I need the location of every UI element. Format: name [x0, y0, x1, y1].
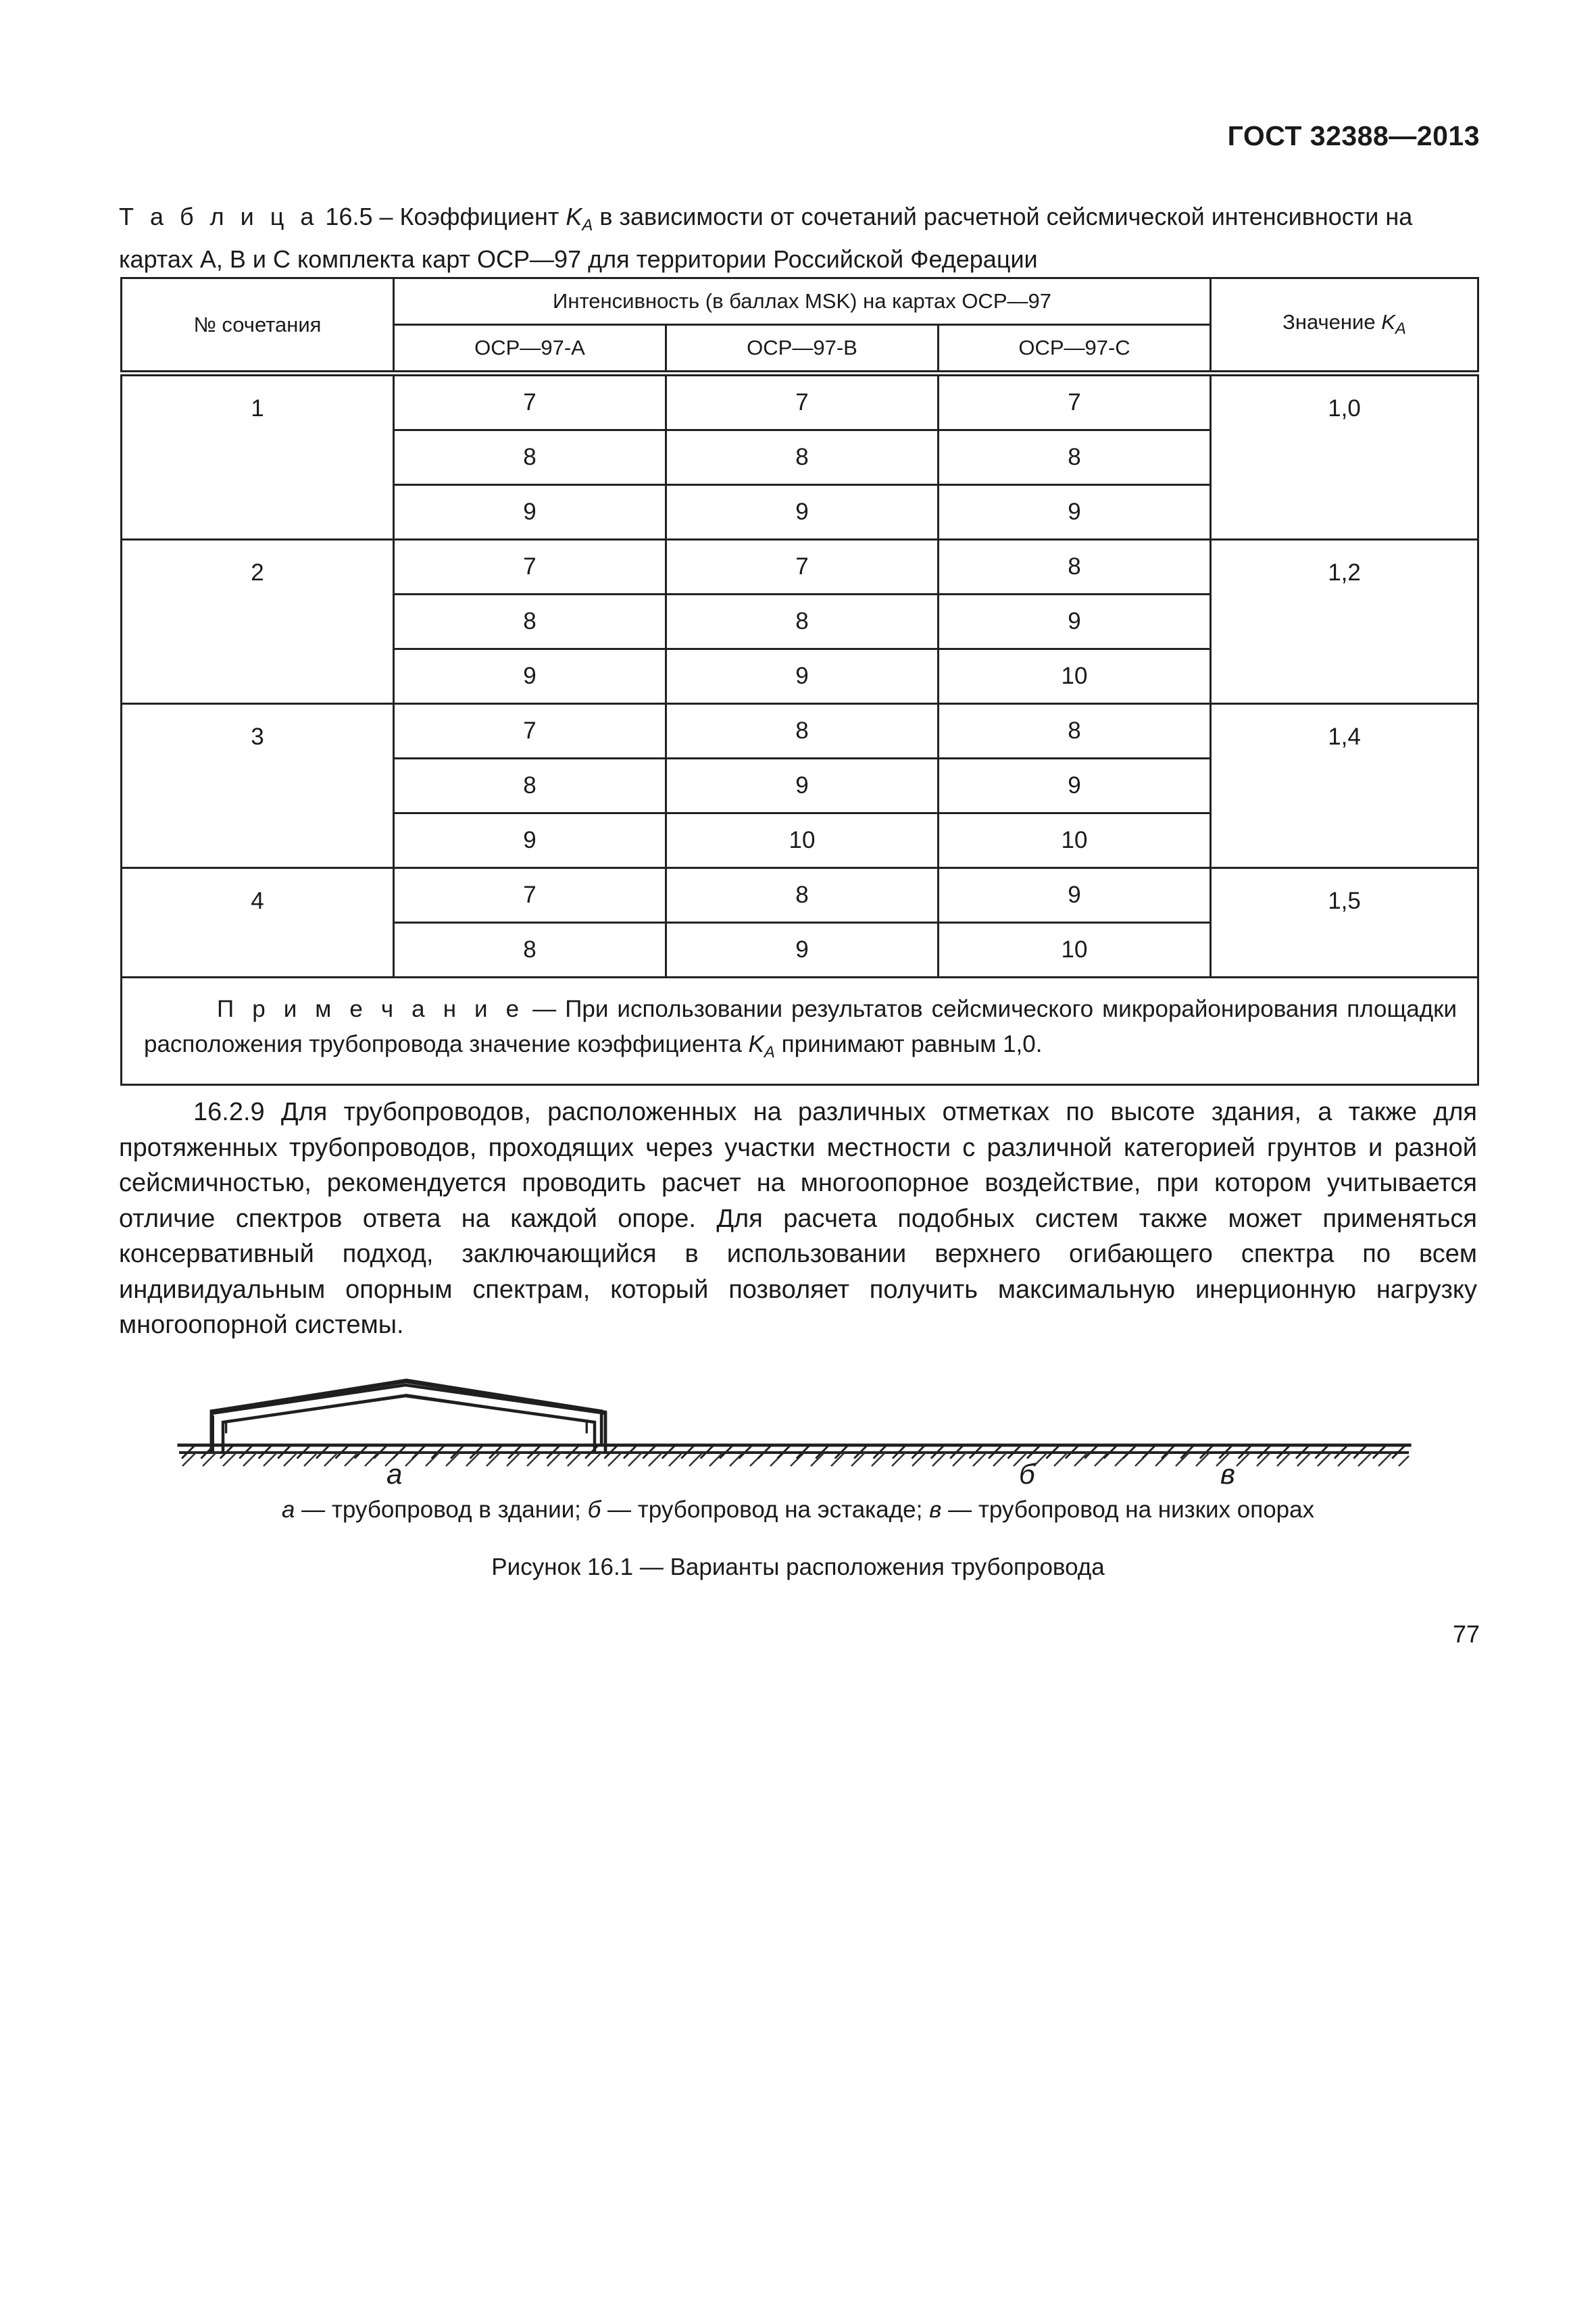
combination-number: 3 [122, 704, 394, 868]
table-cell: 7 [394, 704, 666, 759]
figure-letter-a: а [386, 1458, 403, 1490]
k-value: 1,2 [1211, 540, 1478, 704]
table-cell: 7 [394, 868, 666, 923]
table-caption-text: в зависимости от сочетаний расчетной сейсмической интенсивности на картах A, B и C комплекта карт ОСР—97 для территории Российской Федерации [119, 203, 1413, 274]
table-cell: 10 [666, 813, 939, 868]
figure-legend: а — трубопровод в здании; б — трубопровод на эстакаде; в — трубопровод на низких опорах [281, 1496, 1315, 1523]
col-header-value: Значение $K_A$ [1211, 278, 1478, 374]
col-header-combination: № сочетания [122, 278, 394, 374]
document-header: ГОСТ 32388—2013 [1227, 120, 1480, 151]
table-cell: 8 [394, 759, 666, 813]
col-header-map-b: ОСР—97-В [666, 325, 939, 374]
figure-letter-b: б [1019, 1458, 1035, 1490]
table-cell: 8 [666, 430, 939, 485]
table-cell: 8 [939, 540, 1211, 595]
k-value: 1,5 [1211, 868, 1478, 978]
combination-number: 1 [122, 374, 394, 540]
figure-caption: Рисунок 16.1 — Варианты расположения трубопровода [491, 1554, 1105, 1580]
table-cell: 7 [939, 374, 1211, 430]
combination-number: 2 [122, 540, 394, 704]
table-cell: 10 [939, 813, 1211, 868]
table-cell: 9 [939, 759, 1211, 813]
note-label: П р и м е ч а н и е [217, 996, 524, 1022]
table-cell: 8 [939, 430, 1211, 485]
table-cell: 9 [939, 595, 1211, 649]
table-cell: 9 [666, 485, 939, 540]
table-cell: 8 [666, 704, 939, 759]
table-cell: 8 [939, 704, 1211, 759]
body-paragraph: 16.2.9 Для трубопроводов, расположенных на различных отметках по высоте здания, а также для протяженных трубопроводов, проходящих через участки местности с различной категорией грунтов и разной сейсмичностью, рекомендуется проводить расчет на многоопорное воздействие, при котором учитывается отличие спектров ответа на каждой опоре. Для расчета подобных систем также может применяться консервативный подход, заключающийся в использовании верхнего огибающего спектра по всем индивидуальным опорным спектрам, который позволяет получить максимальную инерционную нагрузку многоопорной системы. [119, 1098, 1477, 1339]
table-cell: 10 [939, 923, 1211, 978]
table-cell: 8 [666, 868, 939, 923]
k-value: 1,0 [1211, 374, 1478, 540]
table-caption-label: Т а б л и ц а [119, 203, 319, 230]
table-cell: 7 [394, 374, 666, 430]
table-cell: 9 [394, 813, 666, 868]
col-header-intensity: Интенсивность (в баллах MSK) на картах ОСР—97 [394, 278, 1211, 325]
col-header-map-a: ОСР—97-А [394, 325, 666, 374]
table-cell: 8 [394, 923, 666, 978]
table-caption-symbol: $K_A$ [566, 203, 593, 235]
table-cell: 8 [666, 595, 939, 649]
table-cell: 9 [394, 485, 666, 540]
table-cell: 7 [666, 540, 939, 595]
page-number: 77 [1452, 1620, 1480, 1648]
table-cell: 7 [394, 540, 666, 595]
table-cell: 8 [394, 430, 666, 485]
table-cell: 9 [666, 649, 939, 704]
k-value: 1,4 [1211, 704, 1478, 868]
table-cell: 10 [939, 649, 1211, 704]
table-cell: 8 [394, 595, 666, 649]
table-caption-number: 16.5 – Коэффициент [325, 203, 559, 230]
combination-number: 4 [122, 868, 394, 978]
col-header-map-c: ОСР—97-С [939, 325, 1211, 374]
table-cell: 9 [666, 923, 939, 978]
table-cell: 9 [394, 649, 666, 704]
table-cell: 9 [939, 485, 1211, 540]
table-note: П р и м е ч а н и е — При использовании результатов сейсмического микрорайонирования площадки расположения трубопровода значение коэффициента $K_A$ принимают равным 1,0. [122, 978, 1478, 1085]
figure-letter-c: в [1220, 1458, 1235, 1490]
table-cell: 7 [666, 374, 939, 430]
table-cell: 9 [666, 759, 939, 813]
table-cell: 9 [939, 868, 1211, 923]
